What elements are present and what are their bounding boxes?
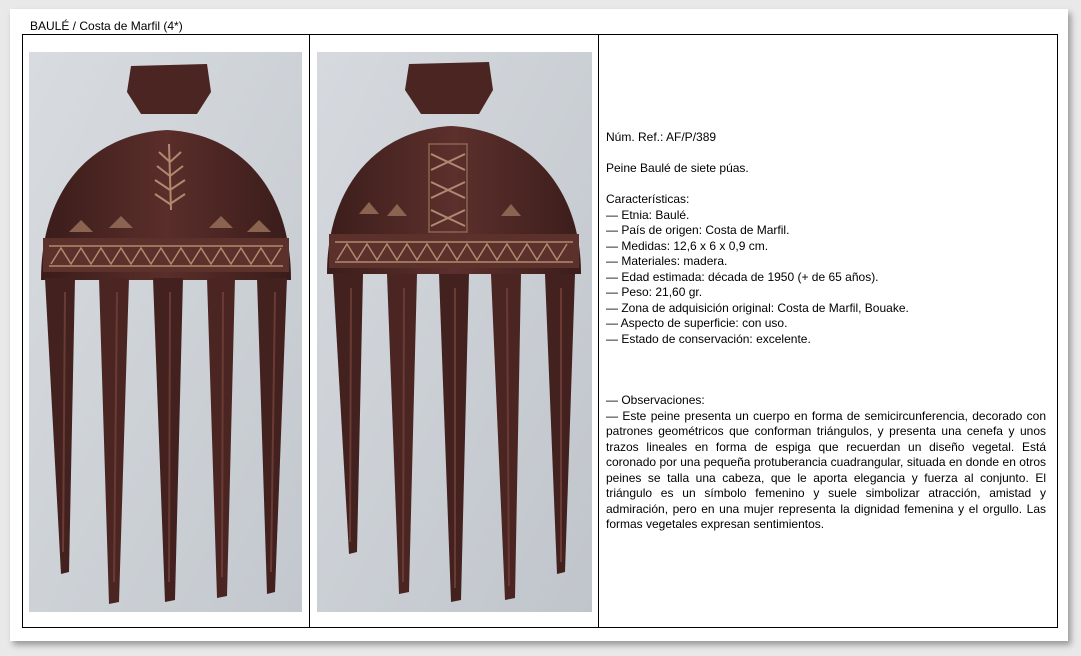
- characteristics-label: Características:: [606, 192, 690, 206]
- characteristic-item: — Etnia: Baulé.: [606, 207, 690, 222]
- comb-back-image: [317, 52, 592, 612]
- column-divider: [309, 35, 310, 627]
- column-divider: [598, 35, 599, 627]
- comb-front-image: [29, 52, 302, 612]
- characteristic-item: — Aspecto de superficie: con uso.: [606, 316, 788, 330]
- characteristic-item: — Medidas: 12,6 x 6 x 0,9 cm.: [606, 238, 769, 253]
- comb-photo-back: [317, 52, 592, 612]
- characteristic-item: — Edad estimada: década de 1950 (+ de 65 años).: [606, 269, 879, 284]
- reference-number: Núm. Ref.: AF/P/389: [606, 130, 717, 144]
- observations-text: — Este peine presenta un cuerpo en forma de semicircunferencia, decorado con patrones geométricos que conforman triángulos, y presenta una cenefa y unos trazos lineales en forma de espiga que recuerdan un diseño vegetal. Está coronado por una pequeña protuberancia cuadrangular, situada en donde en otros peines se talla una cabeza, que le aporta elegancia y fuerza al conjunto. El triángulo es un símbolo femenino y suele simbolizar atracción, amistad y admiración, pero en una mujer representa la dignidad femenina y el orgullo. Las formas vegetales expresan sentimientos.: [606, 408, 1046, 531]
- description-column: [606, 130, 1046, 533]
- catalog-table: [22, 34, 1058, 628]
- characteristic-item: — Estado de conservación: excelente.: [606, 331, 811, 346]
- item-title: Peine Baulé de siete púas.: [606, 161, 749, 175]
- comb-photo-front: [29, 52, 302, 612]
- characteristic-item: — Materiales: madera.: [606, 254, 728, 268]
- document-heading: BAULÉ / Costa de Marfil (4*): [30, 19, 183, 33]
- document-page: [10, 9, 1068, 641]
- observations-label: — Observaciones:: [606, 393, 705, 407]
- characteristic-item: — País de origen: Costa de Marfil.: [606, 223, 790, 237]
- characteristic-item: — Peso: 21,60 gr.: [606, 285, 703, 299]
- characteristic-item: — Zona de adquisición original: Costa de Marfil, Bouake.: [606, 300, 909, 315]
